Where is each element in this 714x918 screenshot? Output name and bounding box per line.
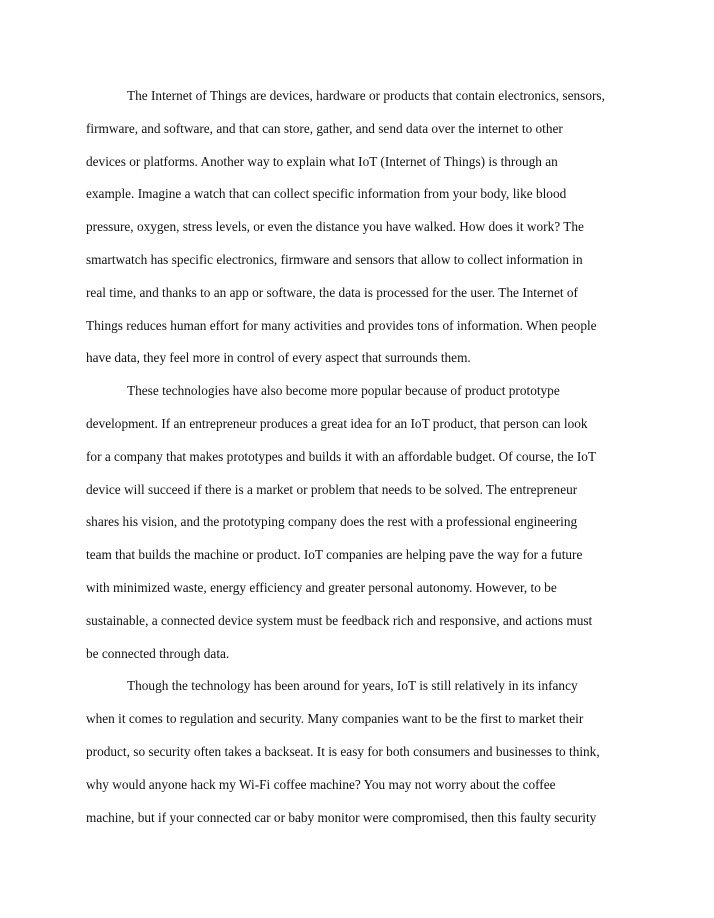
paragraph-line: example. Imagine a watch that can collect specific information from your body, like blood (86, 186, 567, 202)
paragraph-line: with minimized waste, energy efficiency and greater personal autonomy. However, to be (86, 579, 557, 595)
paragraph-line: smartwatch has specific electronics, firmware and sensors that allow to collect information in (86, 251, 583, 267)
paragraph-iot-definition (86, 80, 646, 375)
paragraph-line: shares his vision, and the prototyping company does the rest with a professional engineering (86, 514, 578, 530)
document-body (86, 80, 646, 834)
paragraph-line: pressure, oxygen, stress levels, or even the distance you have walked. How does it work? The (86, 219, 584, 235)
paragraph-line: when it comes to regulation and security. Many companies want to be the first to market their (86, 711, 584, 727)
paragraph-line: Though the technology has been around for years, IoT is still relatively in its infancy (127, 678, 578, 694)
paragraph-line: The Internet of Things are devices, hardware or products that contain electronics, sensors, (127, 88, 605, 103)
paragraph-line: real time, and thanks to an app or software, the data is processed for the user. The Internet of (86, 284, 578, 300)
paragraph-line: have data, they feel more in control of every aspect that surrounds them. (86, 350, 471, 366)
paragraph-line: machine, but if your connected car or baby monitor were compromised, then this faulty security (86, 809, 597, 825)
paragraph-line: product, so security often takes a backseat. It is easy for both consumers and businesses to think, (86, 743, 600, 759)
paragraph-line: sustainable, a connected device system must be feedback rich and responsive, and actions must (86, 612, 593, 628)
paragraph-security (86, 670, 646, 834)
paragraph-line: firmware, and software, and that can store, gather, and send data over the internet to other (86, 120, 563, 136)
paragraph-line: These technologies have also become more popular because of product prototype (127, 383, 560, 399)
paragraph-line: team that builds the machine or product. IoT companies are helping pave the way for a future (86, 547, 583, 563)
paragraph-prototype-development (86, 375, 646, 670)
paragraph-line: devices or platforms. Another way to explain what IoT (Internet of Things) is through an (86, 153, 558, 169)
paragraph-line: development. If an entrepreneur produces a great idea for an IoT product, that person can look (86, 415, 588, 431)
paragraph-line: Things reduces human effort for many activities and provides tons of information. When people (86, 317, 597, 333)
paragraph-line: device will succeed if there is a market or problem that needs to be solved. The entrepreneur (86, 481, 578, 497)
paragraph-line: why would anyone hack my Wi-Fi coffee machine? You may not worry about the coffee (86, 776, 556, 792)
paragraph-line: be connected through data. (86, 645, 230, 661)
paragraph-line: for a company that makes prototypes and builds it with an affordable budget. Of course, the IoT (86, 448, 597, 464)
